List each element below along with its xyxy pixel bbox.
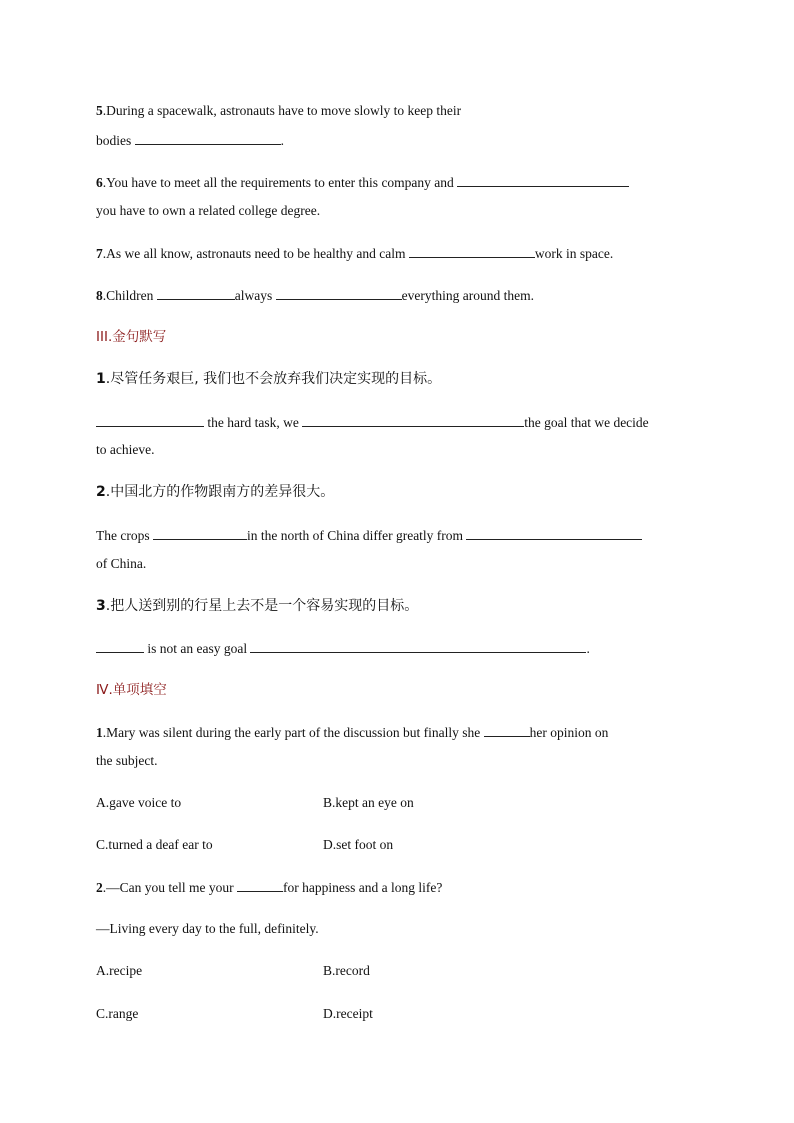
s4-question-1-line-2	[96, 752, 157, 770]
question-text: .You have to meet all the requirements to enter this company and	[102, 175, 454, 190]
question-text: the goal that we decide	[524, 415, 649, 430]
question-text: of China.	[96, 556, 147, 571]
question-5-line-2	[96, 131, 284, 150]
question-text: the hard task, we	[207, 415, 299, 430]
question-number: 2	[96, 484, 106, 500]
question-8-line	[96, 286, 534, 305]
option-c[interactable]: C.range	[96, 1006, 139, 1021]
s3-question-2-chinese	[96, 483, 334, 501]
s4-question-1-options-cd	[96, 836, 696, 854]
s4-question-1-line-1	[96, 723, 608, 742]
question-text: .As we all know, astronauts need to be healthy and calm	[102, 246, 406, 261]
s3-question-1-chinese	[96, 370, 441, 388]
question-7-line	[96, 244, 613, 263]
section-heading-iv: Ⅳ.单项填空	[96, 682, 167, 698]
s4-question-1-options-ab	[96, 794, 696, 812]
option-c[interactable]: C.turned a deaf ear to	[96, 837, 213, 852]
question-text: .Mary was silent during the early part of the discussion but finally she	[102, 725, 481, 740]
question-text: .Children	[102, 288, 154, 303]
question-text: —Living every day to the full, definitely.	[96, 921, 319, 936]
question-text: the subject.	[96, 753, 158, 768]
answer-blank[interactable]	[250, 639, 586, 653]
question-6-line-2	[96, 202, 320, 220]
option-d[interactable]: D.set foot on	[323, 837, 394, 852]
s4-question-2-line-1	[96, 878, 442, 897]
s3-question-3-chinese	[96, 597, 418, 615]
question-text: bodies	[96, 133, 132, 148]
s3-question-2-line-2	[96, 555, 146, 573]
section-heading-iii: III.金句默写	[96, 329, 167, 345]
s3-question-2-line-1	[96, 526, 642, 545]
question-text: in the north of China differ greatly from	[246, 528, 464, 543]
answer-blank[interactable]	[237, 878, 283, 892]
question-text: .—Can you tell me your	[102, 880, 234, 895]
question-number: 2	[96, 880, 103, 895]
option-b[interactable]: B.record	[323, 963, 370, 978]
chinese-sentence: .中国北方的作物跟南方的差异很大。	[105, 484, 335, 500]
question-number: 6	[96, 175, 103, 190]
question-number: 1	[96, 725, 103, 740]
question-number: 1	[96, 371, 106, 387]
question-text: you have to own a related college degree.	[96, 203, 321, 218]
option-a[interactable]: A.recipe	[96, 963, 143, 978]
question-5-line-1	[96, 102, 461, 120]
question-text: her opinion on	[529, 725, 609, 740]
answer-blank[interactable]	[96, 639, 144, 653]
s3-question-3-line	[96, 639, 590, 658]
answer-blank[interactable]	[457, 173, 629, 187]
answer-blank[interactable]	[135, 131, 281, 145]
answer-blank[interactable]	[276, 286, 402, 300]
s4-question-2-line-2	[96, 920, 319, 938]
s4-question-2-options-ab	[96, 962, 696, 980]
chinese-sentence: .把人送到别的行星上去不是一个容易实现的目标。	[105, 598, 419, 614]
answer-blank[interactable]	[157, 286, 235, 300]
question-number: 7	[96, 246, 103, 261]
period: .	[280, 133, 284, 148]
question-number: 5	[96, 103, 103, 118]
answer-blank[interactable]	[302, 413, 524, 427]
question-text: for happiness and a long life?	[282, 880, 443, 895]
s3-question-1-line-1	[96, 413, 649, 432]
answer-blank[interactable]	[484, 723, 530, 737]
s4-question-2-options-cd	[96, 1005, 696, 1023]
answer-blank[interactable]	[96, 413, 204, 427]
question-number: 8	[96, 288, 103, 303]
question-6-line-1	[96, 173, 629, 192]
option-b[interactable]: B.kept an eye on	[323, 795, 414, 810]
answer-blank[interactable]	[466, 526, 642, 540]
question-text: always	[234, 288, 273, 303]
option-d[interactable]: D.receipt	[323, 1006, 373, 1021]
question-number: 3	[96, 598, 106, 614]
question-text: work in space.	[534, 246, 614, 261]
question-text: to achieve.	[96, 442, 155, 457]
question-text: everything around them.	[401, 288, 534, 303]
question-text: is not an easy goal	[147, 641, 248, 656]
chinese-sentence: .尽管任务艰巨, 我们也不会放弃我们决定实现的目标。	[105, 371, 442, 387]
option-a[interactable]: A.gave voice to	[96, 795, 182, 810]
question-text: .During a spacewalk, astronauts have to move slowly to keep their	[102, 103, 462, 118]
question-text: The crops	[96, 528, 150, 543]
answer-blank[interactable]	[153, 526, 247, 540]
s3-question-1-line-2	[96, 441, 154, 459]
period: .	[586, 641, 590, 656]
answer-blank[interactable]	[409, 244, 535, 258]
